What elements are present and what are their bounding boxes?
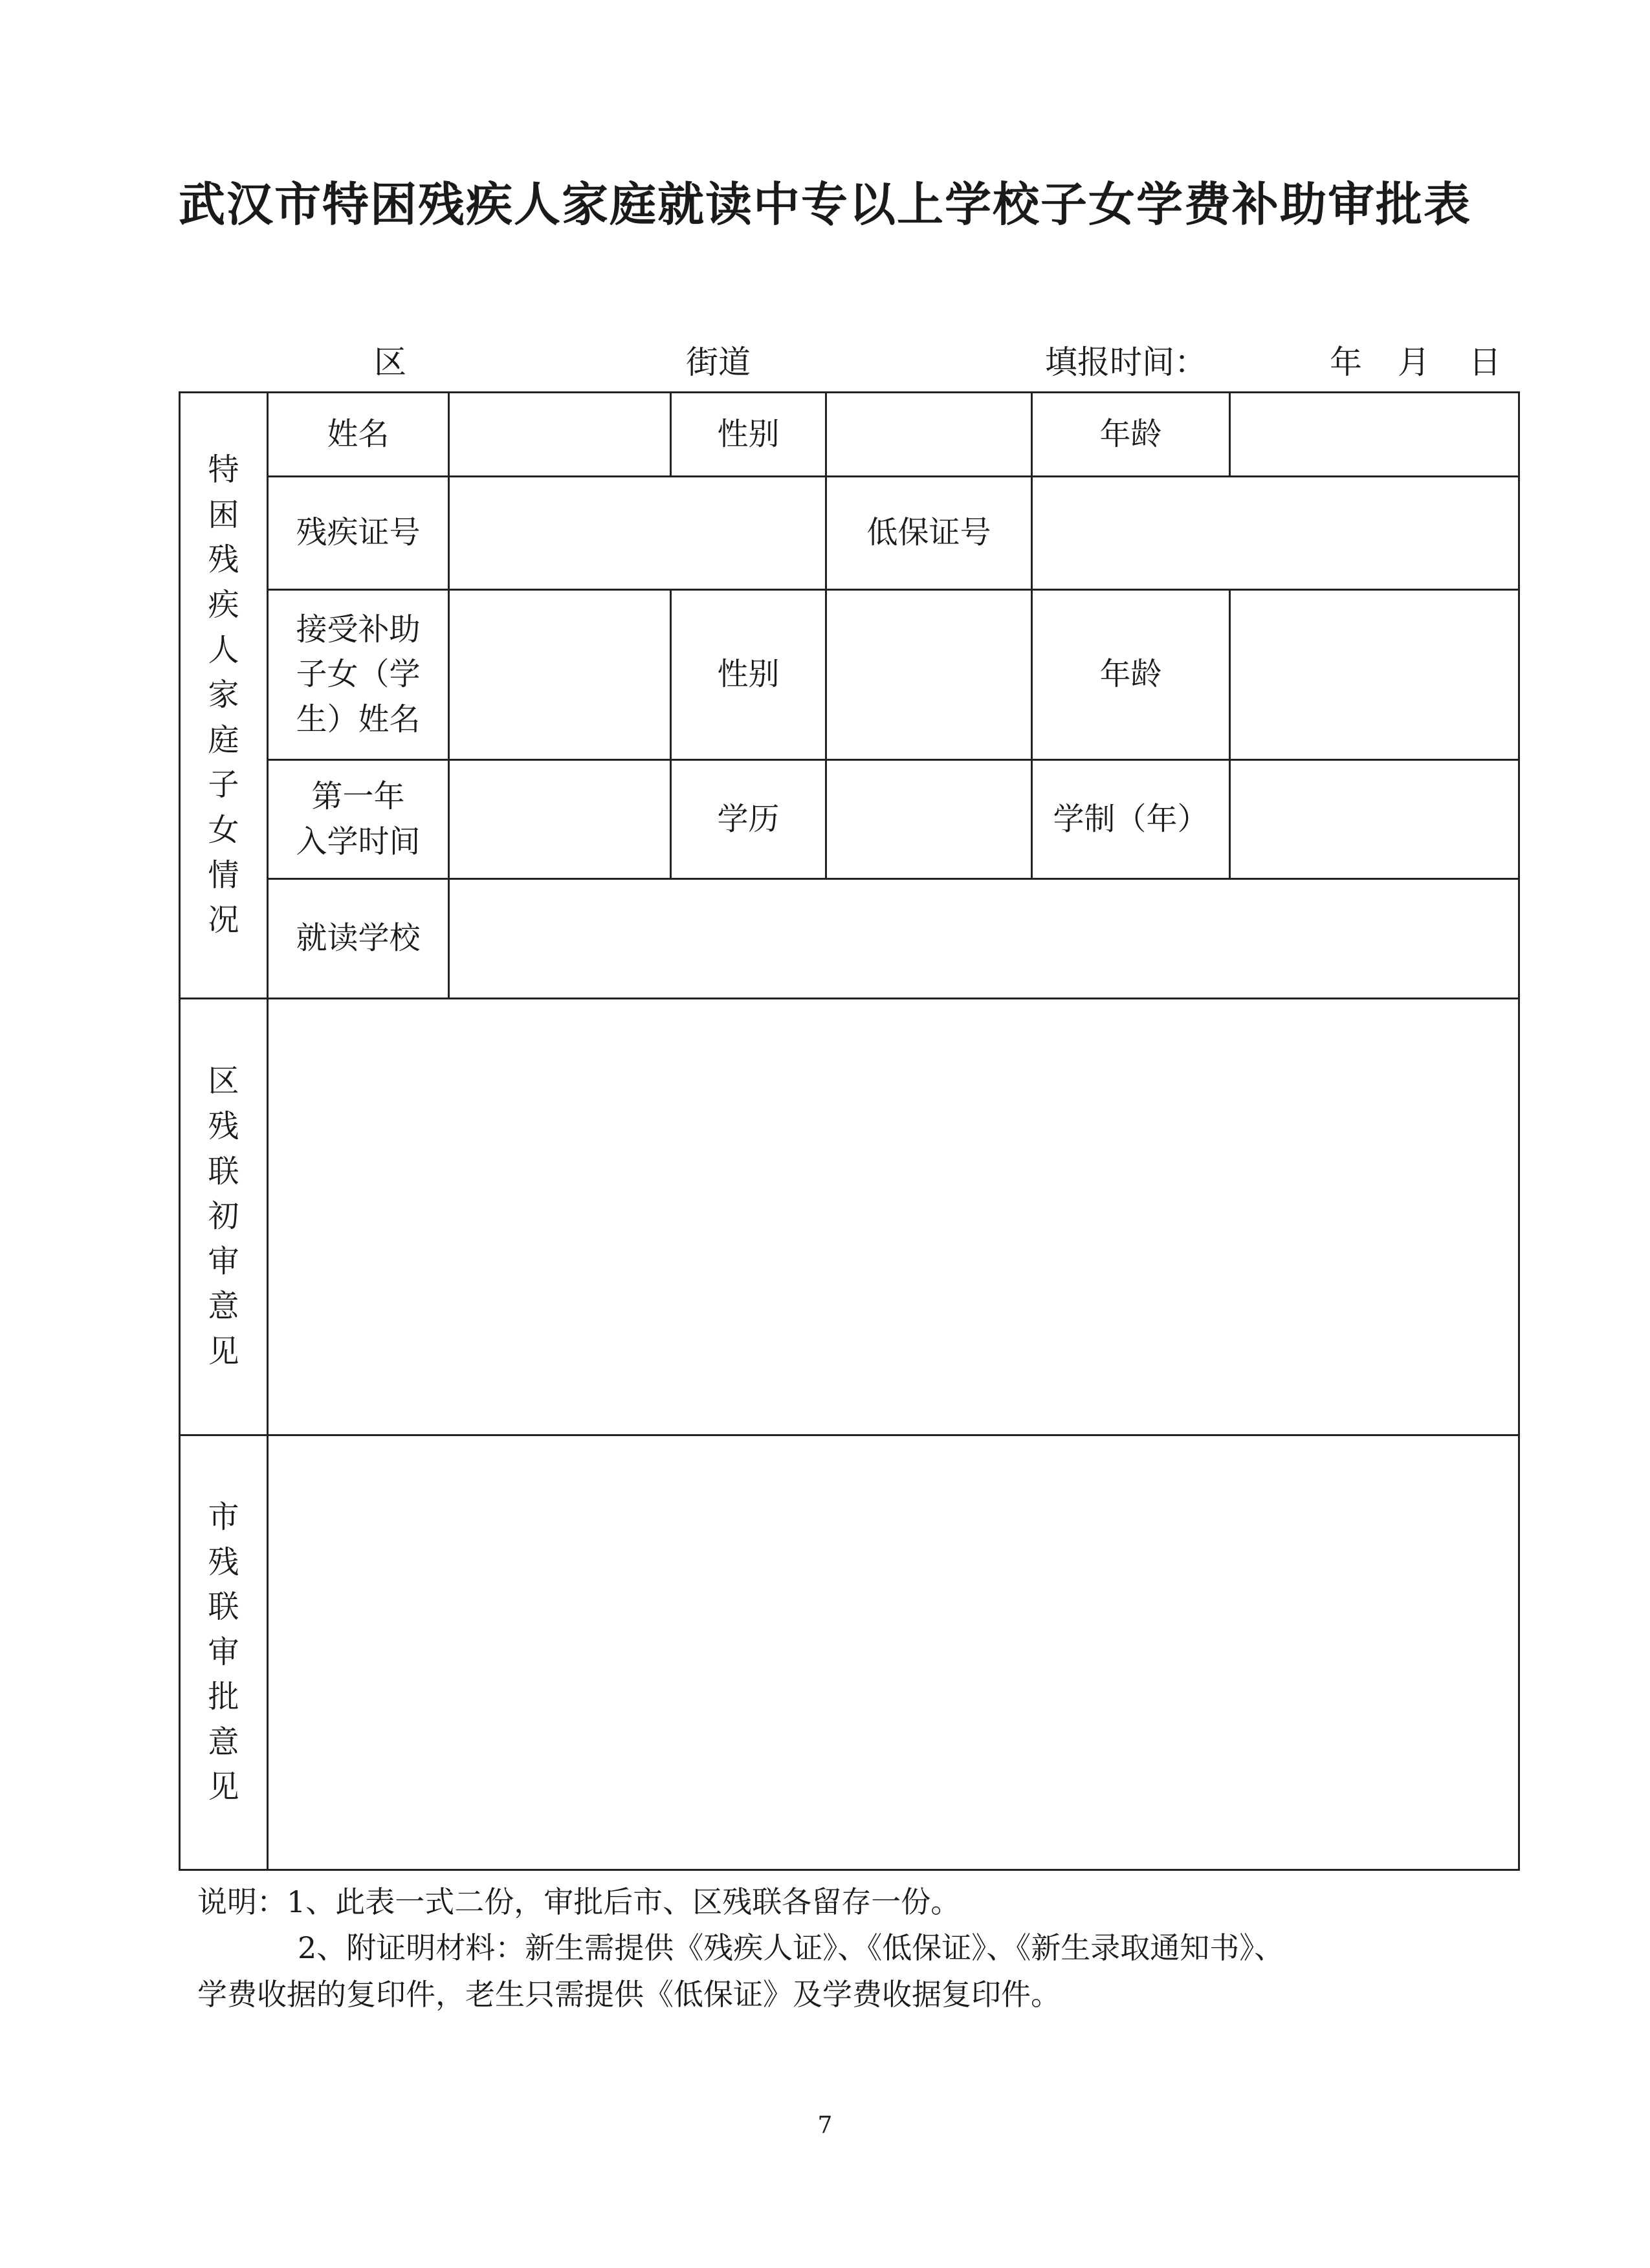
enroll-time-field[interactable] — [449, 760, 671, 879]
district-review-field[interactable] — [268, 999, 1519, 1435]
gender-field[interactable] — [826, 393, 1032, 477]
month-label: 月 — [1398, 343, 1430, 381]
note-line-1: 说明：1、此表一式二份，审批后市、区残联各留存一份。 — [197, 1884, 961, 1919]
city-approval-label: 市 残 联 审 批 意 见 — [180, 1435, 268, 1870]
school-field[interactable] — [449, 879, 1519, 999]
disability-id-label: 残疾证号 — [268, 477, 449, 590]
low-income-id-field[interactable] — [1032, 477, 1519, 590]
child-gender-label: 性别 — [671, 590, 826, 760]
district-review-label: 区 残 联 初 审 意 见 — [180, 999, 268, 1435]
form-title: 武汉市特困残疾人家庭就读中专以上学校子女学费补助审批表 — [178, 177, 1471, 232]
year-label: 年 — [1330, 343, 1362, 381]
child-name-field[interactable] — [449, 590, 671, 760]
approval-table — [179, 391, 1520, 1871]
city-approval-field[interactable] — [268, 1435, 1519, 1870]
fill-time-label: 填报时间： — [1045, 343, 1207, 381]
day-label: 日 — [1469, 343, 1501, 381]
education-label: 学历 — [671, 760, 826, 879]
child-age-label: 年龄 — [1032, 590, 1230, 760]
note-line-3: 学费收据的复印件，老生只需提供《低保证》及学费收据复印件。 — [197, 1976, 1061, 2012]
gender-label: 性别 — [671, 393, 826, 477]
duration-field[interactable] — [1230, 760, 1519, 879]
name-field[interactable] — [449, 393, 671, 477]
child-name-label: 接受补助 子女（学 生）姓名 — [268, 590, 449, 760]
low-income-id-label: 低保证号 — [826, 477, 1032, 590]
district-label: 区 — [374, 343, 406, 381]
school-label: 就读学校 — [268, 879, 449, 999]
education-field[interactable] — [826, 760, 1032, 879]
child-gender-field[interactable] — [826, 590, 1032, 760]
street-label: 街道 — [686, 343, 751, 381]
duration-label: 学制（年） — [1032, 760, 1230, 879]
notes — [197, 1879, 1524, 2018]
note-line-2: 2、附证明材料：新生需提供《残疾人证》、《低保证》、《新生录取通知书》、 — [298, 1930, 1284, 1966]
name-label: 姓名 — [268, 393, 449, 477]
disability-id-field[interactable] — [449, 477, 826, 590]
age-label: 年龄 — [1032, 393, 1230, 477]
age-field[interactable] — [1230, 393, 1519, 477]
child-age-field[interactable] — [1230, 590, 1519, 760]
page-number: 7 — [817, 2112, 833, 2139]
section-family-label: 特 困 残 疾 人 家 庭 子 女 情 况 — [180, 393, 268, 999]
enroll-time-label: 第一年 入学时间 — [268, 760, 449, 879]
